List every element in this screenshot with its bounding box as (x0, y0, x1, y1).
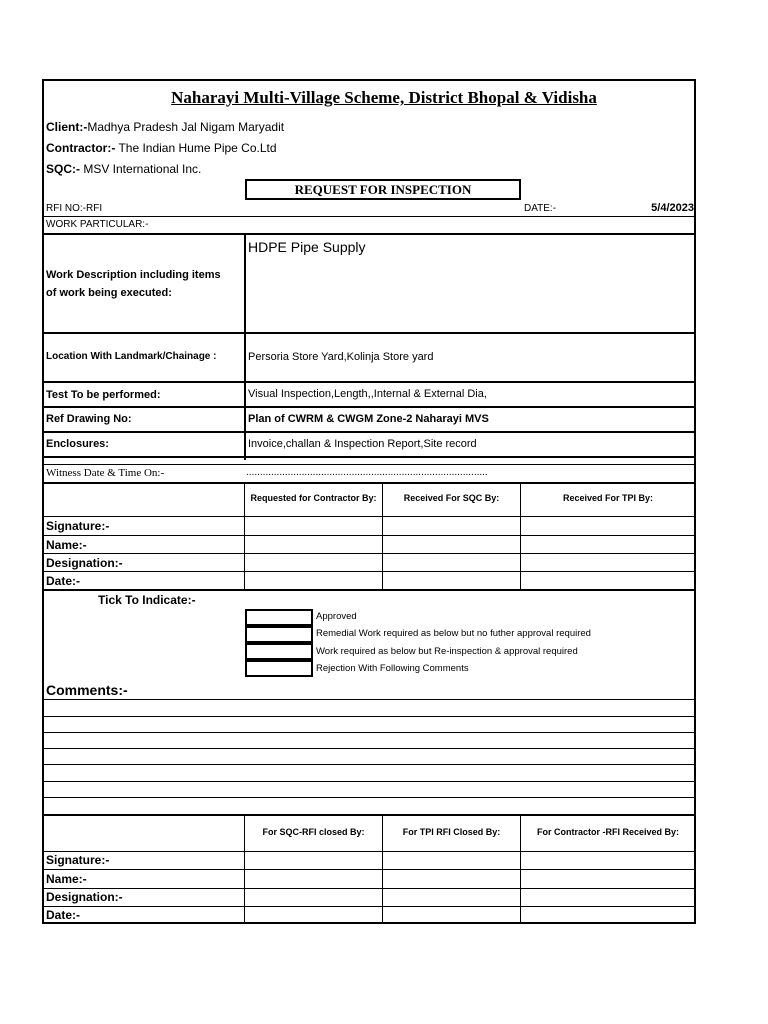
option-reinspection: Work required as below but Re-inspection & approval required (316, 646, 578, 657)
comments-label: Comments:- (46, 682, 128, 698)
work-description-label-2: of work being executed: (46, 287, 172, 299)
client-line (46, 120, 284, 134)
checkbox-reinspection[interactable] (245, 643, 313, 660)
contractor-line (46, 141, 277, 155)
location-label: Location With Landmark/Chainage : (46, 351, 217, 362)
option-approved: Approved (316, 611, 357, 622)
work-particular-label: WORK PARTICULAR:- (46, 219, 149, 230)
date-value: 5/4/2023 (651, 202, 694, 214)
enclosures-label: Enclosures: (46, 438, 109, 450)
enclosures-value: Invoice,challan & Inspection Report,Site record (248, 438, 477, 450)
sign1-row-date: Date:- (46, 574, 81, 588)
checkbox-approved[interactable] (245, 609, 313, 626)
sign1-header-contractor: Requested for Contractor By: (250, 493, 377, 503)
sign2-row-designation: Designation:- (46, 890, 123, 904)
test-label: Test To be performed: (46, 389, 161, 401)
witness-dots: ....................................................................................... (246, 467, 488, 478)
sign2-header-contractor: For Contractor -RFI Received By: (536, 827, 680, 837)
page-title: Naharayi Multi-Village Scheme, District Bhopal & Vidisha (171, 88, 597, 107)
sign1-header-tpi: Received For TPI By: (562, 493, 654, 503)
option-remedial: Remedial Work required as below but no futher approval required (316, 628, 591, 639)
sqc-line (46, 162, 201, 176)
work-description-value: HDPE Pipe Supply (248, 239, 366, 255)
ref-drawing-label: Ref Drawing No: (46, 413, 132, 425)
contractor-label: Contractor:- (46, 141, 116, 155)
work-description-label-1: Work Description including items (46, 269, 221, 281)
sign1-row-name: Name:- (46, 538, 87, 552)
sign2-row-name: Name:- (46, 872, 87, 886)
test-value: Visual Inspection,Length,,Internal & External Dia, (248, 388, 487, 400)
witness-label: Witness Date & Time On:- (46, 467, 165, 479)
checkbox-remedial[interactable] (245, 626, 313, 643)
sign2-header-sqc: For SQC-RFI closed By: (262, 827, 365, 837)
sqc-value: MSV International Inc. (80, 162, 202, 176)
form-title: REQUEST FOR INSPECTION (245, 179, 521, 200)
sign1-row-designation: Designation:- (46, 556, 123, 570)
sqc-label: SQC:- (46, 162, 80, 176)
rfi-number: RFI NO:-RFI (46, 203, 103, 214)
client-value: Madhya Pradesh Jal Nigam Maryadit (87, 120, 285, 134)
client-label: Client:- (46, 120, 88, 134)
option-rejection: Rejection With Following Comments (316, 663, 469, 674)
sign2-row-date: Date:- (46, 908, 81, 922)
sign1-row-signature: Signature:- (46, 519, 110, 533)
ref-drawing-value: Plan of CWRM & CWGM Zone-2 Naharayi MVS (248, 413, 489, 425)
contractor-value: The Indian Hume Pipe Co.Ltd (115, 141, 277, 155)
checkbox-rejection[interactable] (245, 660, 313, 677)
location-value: Persoria Store Yard,Kolinja Store yard (248, 351, 434, 363)
tick-label: Tick To Indicate:- (98, 593, 196, 607)
sign2-header-tpi: For TPI RFI Closed By: (402, 827, 501, 837)
sign2-row-signature: Signature:- (46, 853, 110, 867)
sign1-header-sqc: Received For SQC By: (403, 493, 500, 503)
date-label: DATE:- (524, 203, 557, 214)
